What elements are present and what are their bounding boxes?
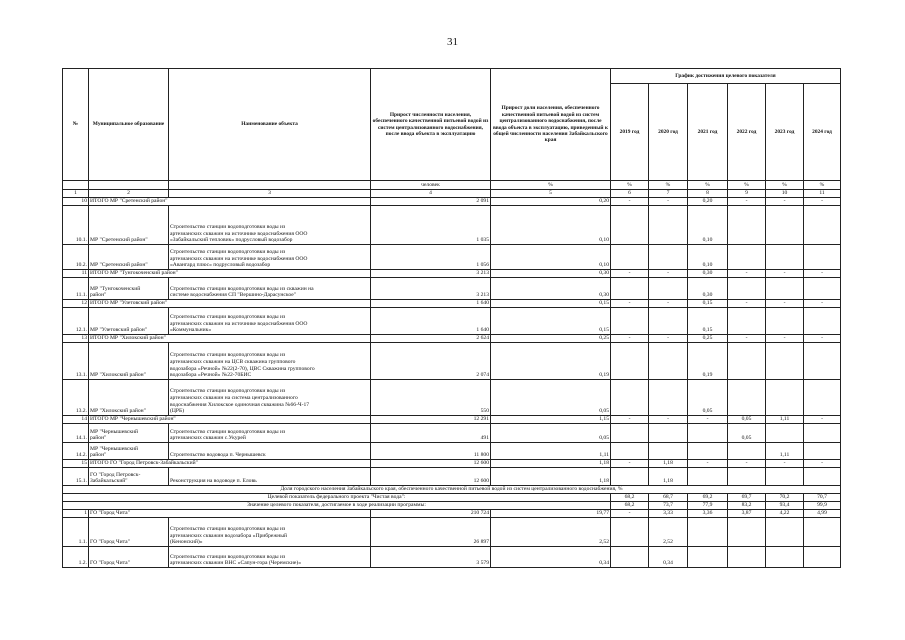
target-value: 99,9 [804,502,841,510]
object-name: Строительство станции водоподготовки воды из артезианских скважин на источнике водоснабжения ООО «Забайкальский тепловик» подрусловый водозабор [169,206,371,245]
table-row [63,547,841,568]
header-no: № [63,69,89,181]
municipality-name: МР "Хилокский район" [89,343,169,380]
year-value [611,245,649,270]
target-value: 70,7 [804,494,841,502]
year-value [766,245,804,270]
year-value [804,308,841,335]
object-name: Реконструкция на водоводе п. Еловь [169,468,371,486]
population-value: 2 074 [371,343,491,380]
year-value: 0,05 [728,416,766,424]
year-value [766,206,804,245]
column-number: 9 [728,190,766,198]
header-year: 2019 год [611,84,649,181]
column-number: 10 [766,190,804,198]
year-value: 0,30 [688,278,728,300]
table-row [63,270,841,278]
year-value: 0,15 [688,308,728,335]
year-value: 0,25 [688,335,728,343]
share-value: 0,10 [491,206,611,245]
year-value [766,308,804,335]
year-value: 3,33 [649,510,688,518]
row-number: 12 [63,300,89,308]
year-value: - [611,198,649,206]
unit-label: % [804,181,841,190]
share-value: 1,18 [491,460,611,468]
header-object: Наименование объекта [169,69,371,181]
year-value [804,518,841,547]
year-value [766,380,804,416]
year-value: - [649,270,688,278]
population-value: 2 091 [371,198,491,206]
total-label: ИТОГО МР "Тунгокоченский район" [89,270,371,278]
table-row [63,460,841,468]
row-number: 13 [63,335,89,343]
year-value [766,518,804,547]
row-number: 10.2. [63,245,89,270]
year-value: - [728,460,766,468]
year-value [804,206,841,245]
header-year: 2023 год [766,84,804,181]
year-value: - [649,300,688,308]
year-value: - [611,460,649,468]
year-value [611,468,649,486]
year-value: - [649,335,688,343]
year-value: 0,05 [728,424,766,443]
municipality-name: МР "Чернышевский район" [89,443,169,460]
year-value [611,343,649,380]
share-value: 0,05 [491,380,611,416]
year-value: - [804,460,841,468]
year-value: 2,52 [649,518,688,547]
year-value: 0,30 [688,270,728,278]
row-number: 13.2. [63,380,89,416]
target-value: 70,2 [766,494,804,502]
table-row [63,494,841,502]
share-value: 0,15 [491,300,611,308]
unit-label: % [649,181,688,190]
municipality-name: ГО "Город Петровск- Забайкальский" [89,468,169,486]
table-row [63,308,841,335]
year-value: 4,99 [804,510,841,518]
year-value: 0,34 [649,547,688,568]
year-value: - [766,300,804,308]
header-schedule: График достижения целевого показателя [611,69,841,84]
table-body [63,198,841,568]
share-value: 2,52 [491,518,611,547]
total-label: ИТОГО ГО "Город Петровск-Забайкальский" [89,460,371,468]
table-row [63,443,841,460]
row-number: 15 [63,460,89,468]
share-value: 1,15 [491,416,611,424]
year-value [728,547,766,568]
year-value [766,424,804,443]
row-number: 14 [63,416,89,424]
year-value: 0,05 [688,380,728,416]
object-name: Строительство станции водоподготовки воды из артезианских скважин водозабора «Прибрежный (Кенонский)» [169,518,371,547]
data-table [62,68,841,568]
row-number: 10.1. [63,206,89,245]
year-value: 3,36 [688,510,728,518]
table-row [63,380,841,416]
table-row [63,424,841,443]
population-value: 1 640 [371,308,491,335]
target-label: Значение целевого показателя, достигаемое в ходе реализации программы: [63,502,611,510]
year-value [611,278,649,300]
unit-label: % [688,181,728,190]
year-value [728,308,766,335]
target-value: 68,2 [611,502,649,510]
header-year: 2020 год [649,84,688,181]
year-value: - [804,416,841,424]
share-value: 0,20 [491,198,611,206]
population-value: 12 600 [371,468,491,486]
year-value [804,468,841,486]
year-value [728,206,766,245]
municipality-name: ГО "Город Чита" [89,518,169,547]
population-value: 1 035 [371,206,491,245]
total-label: ИТОГО МР "Сретенский район" [89,198,371,206]
year-value: 1,11 [766,416,804,424]
year-value: - [611,270,649,278]
table-row [63,198,841,206]
share-value: 0,25 [491,335,611,343]
table-row [63,518,841,547]
year-value: - [728,335,766,343]
object-name: Строительство станции водоподготовки воды из артезианских скважин на источнике водоснабжения ООО «Коммунальник» [169,308,371,335]
object-name: Строительство станции водоподготовки воды из скважин на системе водоснабжения СП "Вершино-Дарасунское" [169,278,371,300]
year-value [728,518,766,547]
share-value: 1,18 [491,468,611,486]
year-value [804,343,841,380]
header-year: 2022 год [728,84,766,181]
year-value [728,343,766,380]
row-number: 1.2. [63,547,89,568]
row-number: 15.1. [63,468,89,486]
column-number: 6 [611,190,649,198]
column-number: 2 [89,190,169,198]
year-value [688,518,728,547]
year-value: - [649,416,688,424]
row-number: 11.1. [63,278,89,300]
population-value: 2 624 [371,335,491,343]
year-value [766,343,804,380]
table-row [63,335,841,343]
page-number: 31 [447,36,458,48]
table-row [63,343,841,380]
year-value: - [611,416,649,424]
share-value: 0,10 [491,245,611,270]
year-value: - [728,270,766,278]
table-row [63,206,841,245]
target-value: 93,4 [766,502,804,510]
year-value [804,547,841,568]
population-value: 12 291 [371,416,491,424]
year-value [611,443,649,460]
object-name: Строительство водовода п. Чернышевск [169,443,371,460]
year-value [649,380,688,416]
table-row [63,278,841,300]
target-value: 83,2 [728,502,766,510]
year-value [611,424,649,443]
column-number: 4 [371,190,491,198]
population-value: 3 213 [371,270,491,278]
header-population-growth: Прирост численности населения, обеспеченного качественной питьевой водой из систем централизованного водоснабжения, после ввода объекта в эксплуатацию [371,69,491,181]
total-label: ИТОГО МР "Чернышевский район" [89,416,371,424]
year-value: - [688,416,728,424]
year-value: - [728,300,766,308]
year-value [728,278,766,300]
year-value: 4,22 [766,510,804,518]
year-value [611,206,649,245]
year-value [688,443,728,460]
total-label: ГО "Город Чита" [89,510,371,518]
share-value: 0,30 [491,270,611,278]
population-value: 3 579 [371,547,491,568]
year-value [804,278,841,300]
target-value: 68,2 [611,494,649,502]
year-value [728,380,766,416]
year-value: - [766,270,804,278]
header-year: 2024 год [804,84,841,181]
target-value: 77,9 [688,502,728,510]
share-value: 1,11 [491,443,611,460]
unit-label: % [491,181,611,190]
year-value [728,443,766,460]
year-value [611,547,649,568]
municipality-name: МР "Тунгокоченский район" [89,278,169,300]
unit-label: человек [371,181,491,190]
year-value: 1,18 [649,468,688,486]
table-row [63,510,841,518]
share-value: 0,05 [491,424,611,443]
municipality-name: МР "Сретенский район" [89,206,169,245]
column-number: 8 [688,190,728,198]
municipality-name: МР "Сретенский район" [89,245,169,270]
year-value [611,518,649,547]
unit-label: % [766,181,804,190]
year-value [611,380,649,416]
column-number: 11 [804,190,841,198]
share-value: 0,19 [491,343,611,380]
column-number: 1 [63,190,89,198]
table-row [63,486,841,494]
year-value: - [766,335,804,343]
table-row [63,502,841,510]
year-value [766,278,804,300]
year-value [688,547,728,568]
year-value [804,245,841,270]
year-value [804,424,841,443]
row-number: 11 [63,270,89,278]
year-value [728,468,766,486]
year-value [688,468,728,486]
year-value: - [688,460,728,468]
year-value: - [611,300,649,308]
population-value: 491 [371,424,491,443]
year-value [728,245,766,270]
year-value: - [649,198,688,206]
total-label: ИТОГО МР "Хилокский район" [89,335,371,343]
year-value: - [804,335,841,343]
year-value: 0,19 [688,343,728,380]
year-value [649,424,688,443]
year-value [611,308,649,335]
population-value: 11 800 [371,443,491,460]
year-value [649,206,688,245]
target-value: 69,2 [688,494,728,502]
year-value [766,468,804,486]
target-label: Целевой показатель федерального проекта "Чистая вода": [63,494,611,502]
unit-label: % [611,181,649,190]
year-value: 1,18 [649,460,688,468]
year-value [649,245,688,270]
target-value: 69,7 [728,494,766,502]
share-value: 0,15 [491,308,611,335]
municipality-name: МР "Чернышевский район" [89,424,169,443]
year-value: 3,87 [728,510,766,518]
year-value: - [728,198,766,206]
year-value [649,343,688,380]
row-number: 13.1. [63,343,89,380]
target-value: 68,7 [649,494,688,502]
year-value [804,443,841,460]
year-value: - [611,335,649,343]
header-municipality: Муниципальное образование [89,69,169,181]
row-number: 14.1. [63,424,89,443]
population-value: 12 600 [371,460,491,468]
population-value: 3 213 [371,278,491,300]
total-label: ИТОГО МР "Улетовский район" [89,300,371,308]
column-number: 3 [169,190,371,198]
row-number: 14.2. [63,443,89,460]
object-name: Строительство станции водоподготовки воды из артезианских скважин на источнике водоснабжения ООО «Авангард плюс» подрусловый водозабор [169,245,371,270]
row-number: 1.1. [63,518,89,547]
population-value: 1 056 [371,245,491,270]
object-name: Строительство станции водоподготовки воды из артезианских скважин на ЦСВ скважина группового водозабора «Речной» №22(2-70), ЦВС Скважина группового водозабора «Речной» №22-70БИС [169,343,371,380]
table-row [63,468,841,486]
row-number: 10 [63,198,89,206]
year-value: 1,11 [766,443,804,460]
object-name: Строительство станции водоподготовки воды из артезианских скважин на система централизованного водоснабжения Хилокское одиночная скважина №66-Ч-17 (ЦРБ) [169,380,371,416]
year-value: 0,10 [688,245,728,270]
population-value: 1 640 [371,300,491,308]
municipality-name: МР "Улетовский район" [89,308,169,335]
year-value [649,443,688,460]
table-row [63,300,841,308]
year-value: - [766,198,804,206]
year-value [766,547,804,568]
municipality-name: ГО "Город Чита" [89,547,169,568]
municipality-name: МР "Хилокский район" [89,380,169,416]
share-value: 19,77 [491,510,611,518]
header-share-growth: Прирост доли населения, обеспеченного качественной питьевой водой из систем централизованного водоснабжения, после ввода объекта в эксплуатацию, приведенный к общей численности населения Забайкальского края [491,69,611,181]
year-value: 0,15 [688,300,728,308]
object-name: Строительство станции водоподготовки воды из артезианских скважин ВНС «Сапун-гора (Черемские)» [169,547,371,568]
year-value: 0,20 [688,198,728,206]
year-value: - [804,300,841,308]
unit-label: % [728,181,766,190]
year-value [649,278,688,300]
column-number: 7 [649,190,688,198]
section-heading: Доля городского населения Забайкальского края, обеспеченного качественной питьевой водой из систем централизованного водоснабжения, % [63,486,841,494]
year-value: - [766,460,804,468]
year-value [649,308,688,335]
year-value: - [611,510,649,518]
header-year: 2021 год [688,84,728,181]
year-value: - [804,270,841,278]
population-value: 26 897 [371,518,491,547]
table-row [63,416,841,424]
row-number: 1 [63,510,89,518]
share-value: 0,34 [491,547,611,568]
year-value [688,424,728,443]
column-number: 5 [491,190,611,198]
year-value [804,380,841,416]
table-row [63,245,841,270]
object-name: Строительство станции водоподготовки воды из артезианских скважин с.Укурей [169,424,371,443]
target-value: 73,7 [649,502,688,510]
share-value: 0,30 [491,278,611,300]
year-value: 0,10 [688,206,728,245]
row-number: 12.1. [63,308,89,335]
year-value: - [804,198,841,206]
population-value: 210 724 [371,510,491,518]
population-value: 550 [371,380,491,416]
